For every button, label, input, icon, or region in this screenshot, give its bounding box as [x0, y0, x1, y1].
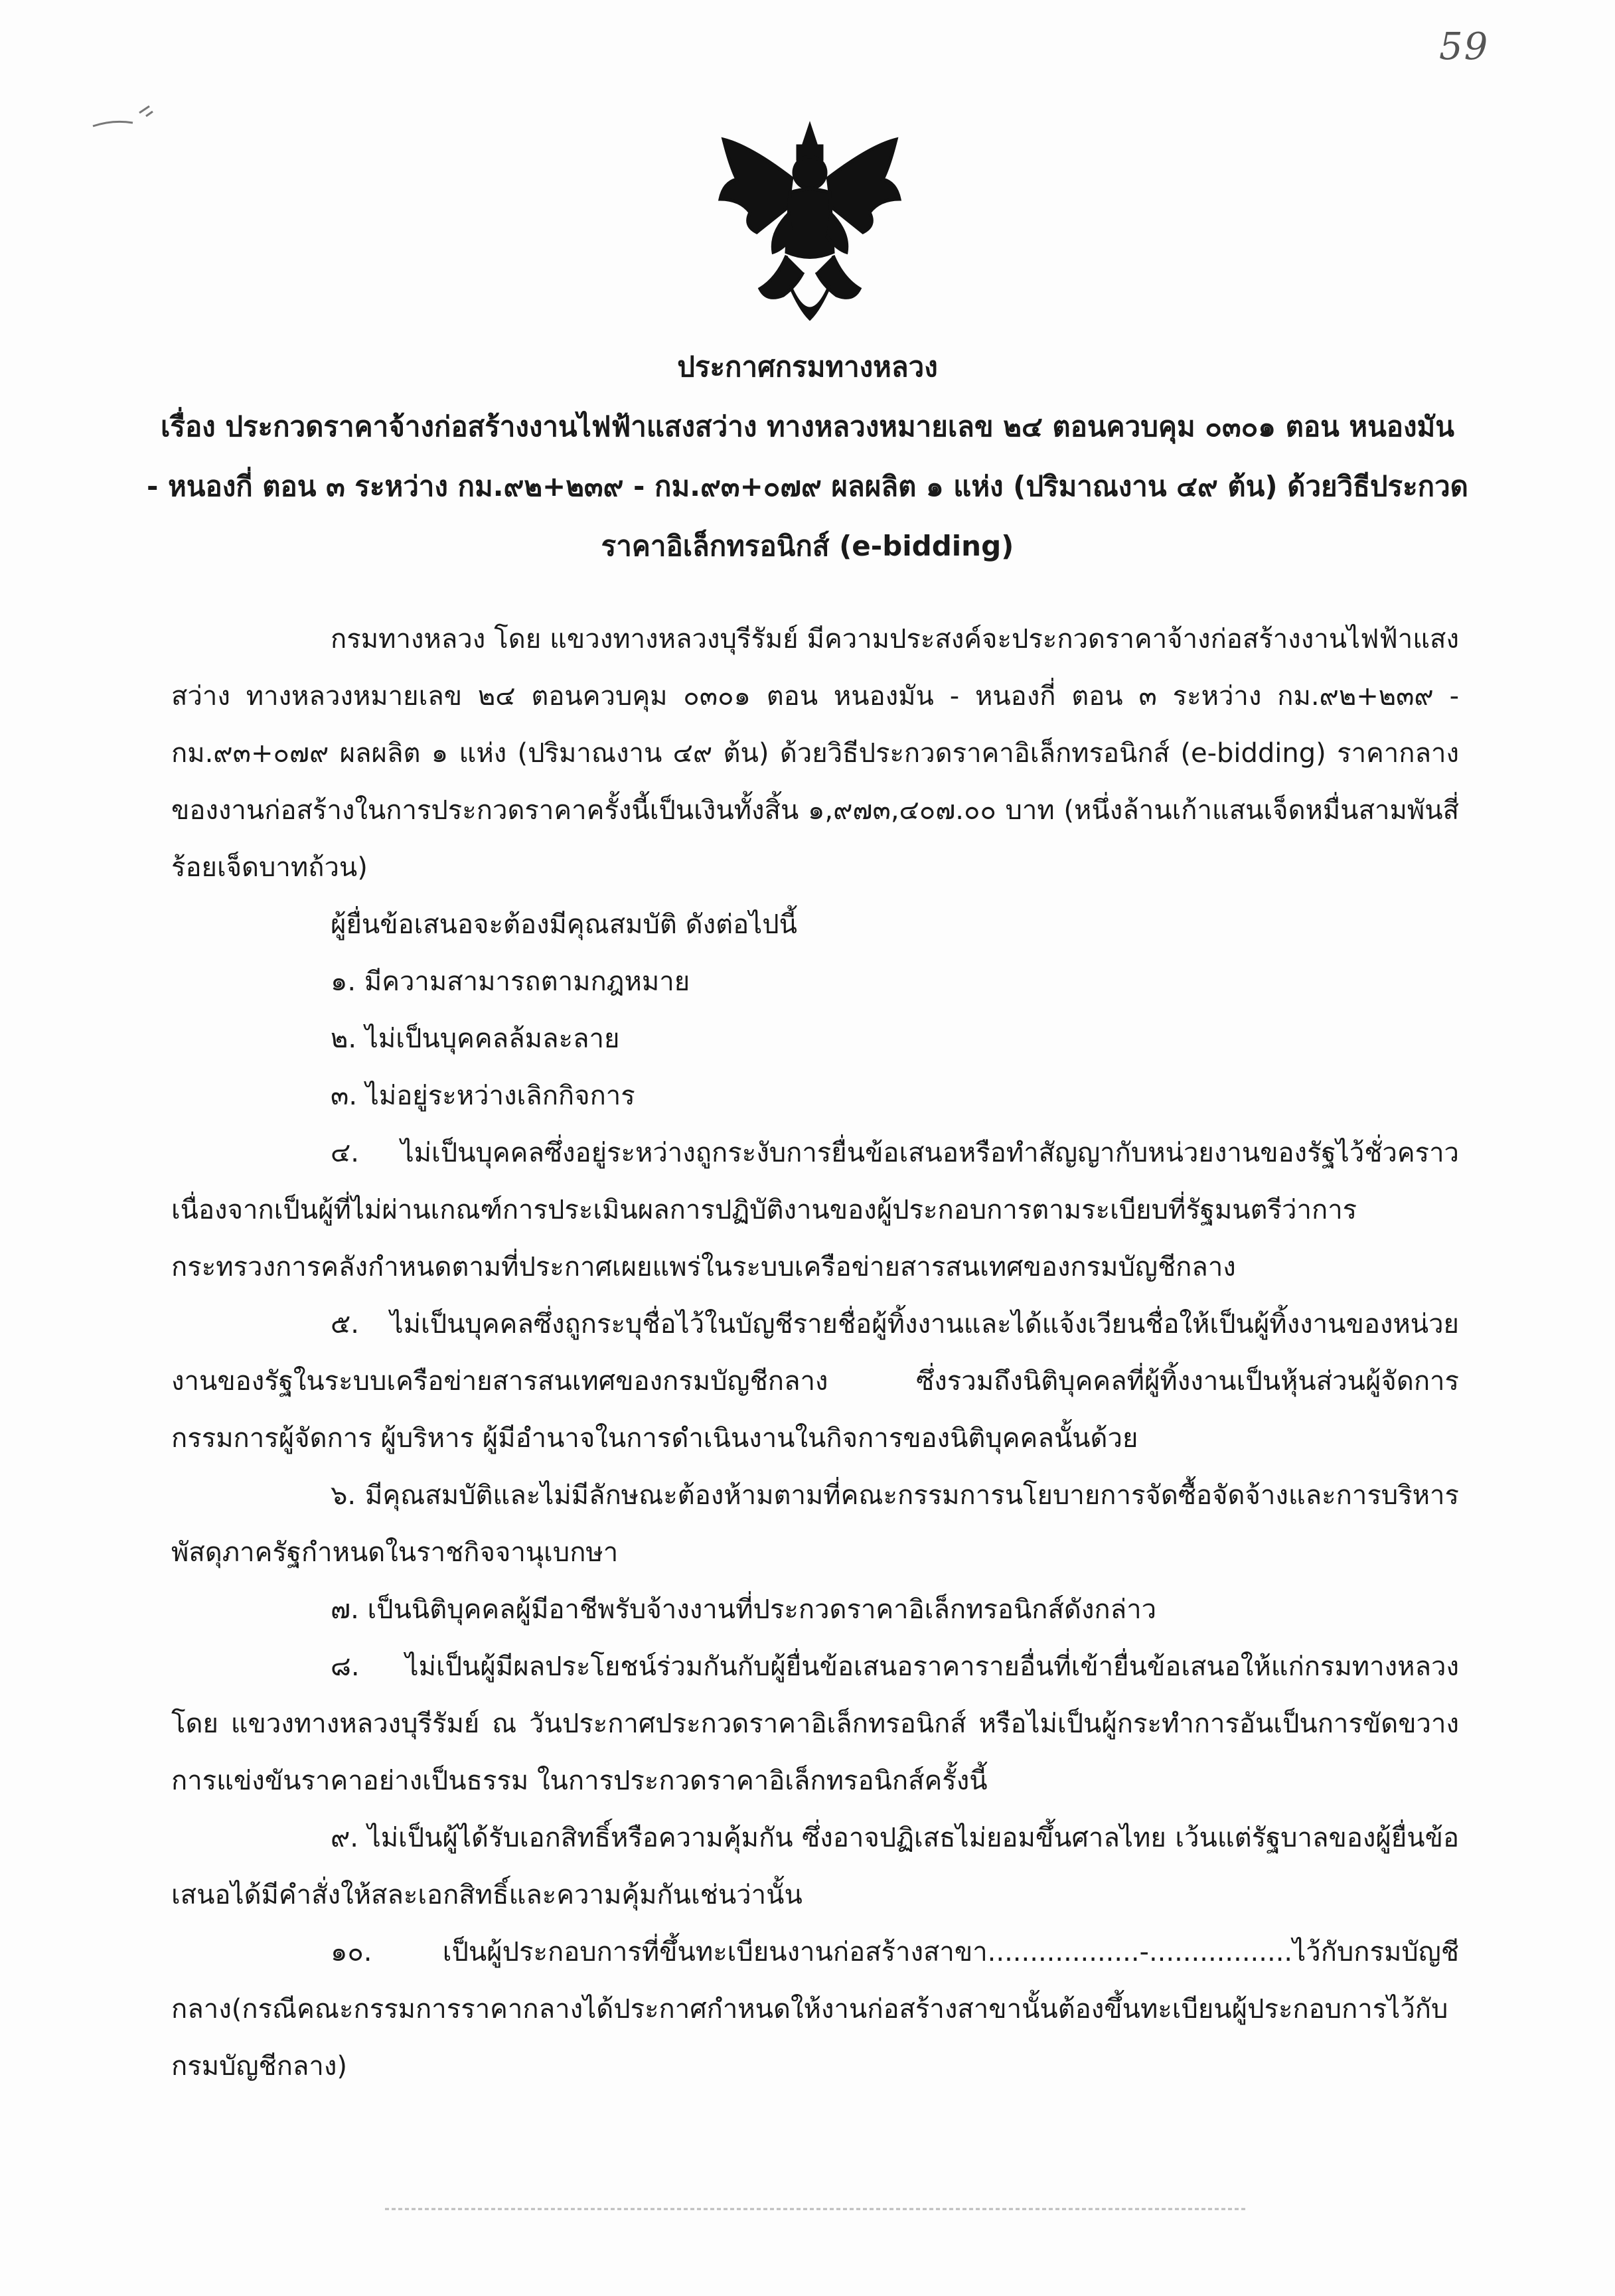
subject-line-3: ราคาอิเล็กทรอนิกส์ (e-bidding) — [601, 530, 1014, 562]
list-item: ๖. มีคุณสมบัติและไม่มีลักษณะต้องห้ามตามที่คณะกรรมการนโยบายการจัดซื้อจัดจ้างและการบริหารพัสดุภาครัฐกำหนดในราชกิจจานุเบกษา — [171, 1480, 1459, 1568]
list-item: ๗. เป็นนิติบุคคลผู้มีอาชีพรับจ้างงานที่ประกวดราคาอิเล็กทรอนิกส์ดังกล่าว — [331, 1594, 1157, 1625]
list-item: ๕. ไม่เป็นบุคคลซึ่งถูกระบุชื่อไว้ในบัญชีรายชื่อผู้ทิ้งงานและได้แจ้งเวียนชื่อให้เป็นผู้ทิ้งงานของหน่วยงานของรัฐในระบบเครือข่ายสารสนเทศของกรมบัญชีกลาง ซึ่งรวมถึงนิติบุคคลที่ผู้ทิ้งงานเป็นหุ้นส่วนผู้จัดการ กรรมการผู้จัดการ ผู้บริหาร ผู้มีอำนาจในการดำเนินงานในกิจการของนิติบุคคลนั้นด้วย — [171, 1309, 1459, 1454]
list-item: ๔. ไม่เป็นบุคคลซึ่งอยู่ระหว่างถูกระงับการยื่นข้อเสนอหรือทำสัญญากับหน่วยงานของรัฐไว้ชั่วคราว เนื่องจากเป็นผู้ที่ไม่ผ่านเกณฑ์การประเมินผลการปฏิบัติงานของผู้ประกอบการตามระเบียบที่รัฐมนตรีว่าการกระทรวงการคลังกำหนดตามที่ประกาศเผยแพร่ในระบบเครือข่ายสารสนเทศของกรมบัญชีกลาง — [171, 1138, 1459, 1282]
intro-paragraph: กรมทางหลวง โดย แขวงทางหลวงบุรีรัมย์ มีความประสงค์จะประกวดราคาจ้างก่อสร้างงานไฟฟ้าแสงสว่าง ทางหลวงหมายเลข ๒๔ ตอนควบคุม ๐๓๐๑ ตอน หนองมัน - หนองกี่ ตอน ๓ ระหว่าง กม.๙๒+๒๓๙ - กม.๙๓+๐๗๙ ผลผลิต ๑ แห่ง (ปริมาณงาน ๔๙ ต้น) ด้วยวิธีประกวดราคาอิเล็กทรอนิกส์ (e-bidding) ราคากลางของงานก่อสร้างในการประกวดราคาครั้งนี้เป็นเงินทั้งสิ้น ๑,๙๗๓,๔๐๗.๐๐ บาท (หนึ่งล้านเก้าแสนเจ็ดหมื่นสามพันสี่ร้อยเจ็ดบาทถ้วน) — [171, 624, 1460, 883]
scan-artifact — [385, 2207, 1248, 2211]
garuda-emblem-icon — [710, 119, 909, 332]
list-item: ๓. ไม่อยู่ระหว่างเลิกกิจการ — [331, 1081, 635, 1111]
subject-line-1: เรื่อง ประกวดราคาจ้างก่อสร้างงานไฟฟ้าแสงสว่าง ทางหลวงหมายเลข ๒๔ ตอนควบคุม ๐๓๐๑ ตอน หนองมัน — [161, 410, 1454, 443]
list-item: ๙. ไม่เป็นผู้ได้รับเอกสิทธิ์หรือความคุ้มกัน ซึ่งอาจปฏิเสธไม่ยอมขึ้นศาลไทย เว้นแต่รัฐบาลของผู้ยื่นข้อเสนอได้มีคำสั่งให้สละเอกสิทธิ์และความคุ้มกันเช่นว่านั้น — [171, 1823, 1459, 1910]
list-item: ๒. ไม่เป็นบุคคลล้มละลาย — [331, 1024, 620, 1054]
list-item: ๑. มีความสามารถตามกฎหมาย — [331, 966, 690, 997]
list-item: ๑๐. เป็นผู้ประกอบการที่ขึ้นทะเบียนงานก่อสร้างสาขา..................-.................ไว้กับกรมบัญชีกลาง(กรณีคณะกรรมการราคากลางได้ประกาศกำหนดให้งานก่อสร้างสาขานั้นต้องขึ้นทะเบียนผู้ประกอบการไว้กับกรมบัญชีกลาง) — [171, 1937, 1459, 2082]
agency-title: ประกาศกรมทางหลวง — [677, 350, 938, 383]
scan-mark-icon — [86, 100, 166, 139]
qualifications-lead: ผู้ยื่นข้อเสนอจะต้องมีคุณสมบัติ ดังต่อไปนี้ — [331, 909, 797, 940]
subject-line-2: - หนองกี่ ตอน ๓ ระหว่าง กม.๙๒+๒๓๙ - กม.๙๓+๐๗๙ ผลผลิต ๑ แห่ง (ปริมาณงาน ๔๙ ต้น) ด้วยวิธีประกวด — [147, 470, 1468, 502]
document-body — [171, 611, 1459, 2095]
page-number: 59 — [1439, 25, 1490, 68]
list-item: ๘. ไม่เป็นผู้มีผลประโยชน์ร่วมกันกับผู้ยื่นข้อเสนอราคารายอื่นที่เข้ายื่นข้อเสนอให้แก่กรมทางหลวง โดย แขวงทางหลวงบุรีรัมย์ ณ วันประกาศประกวดราคาอิเล็กทรอนิกส์ หรือไม่เป็นผู้กระทำการอันเป็นการขัดขวางการแข่งขันราคาอย่างเป็นธรรม ในการประกวดราคาอิเล็กทรอนิกส์ครั้งนี้ — [171, 1651, 1459, 1796]
